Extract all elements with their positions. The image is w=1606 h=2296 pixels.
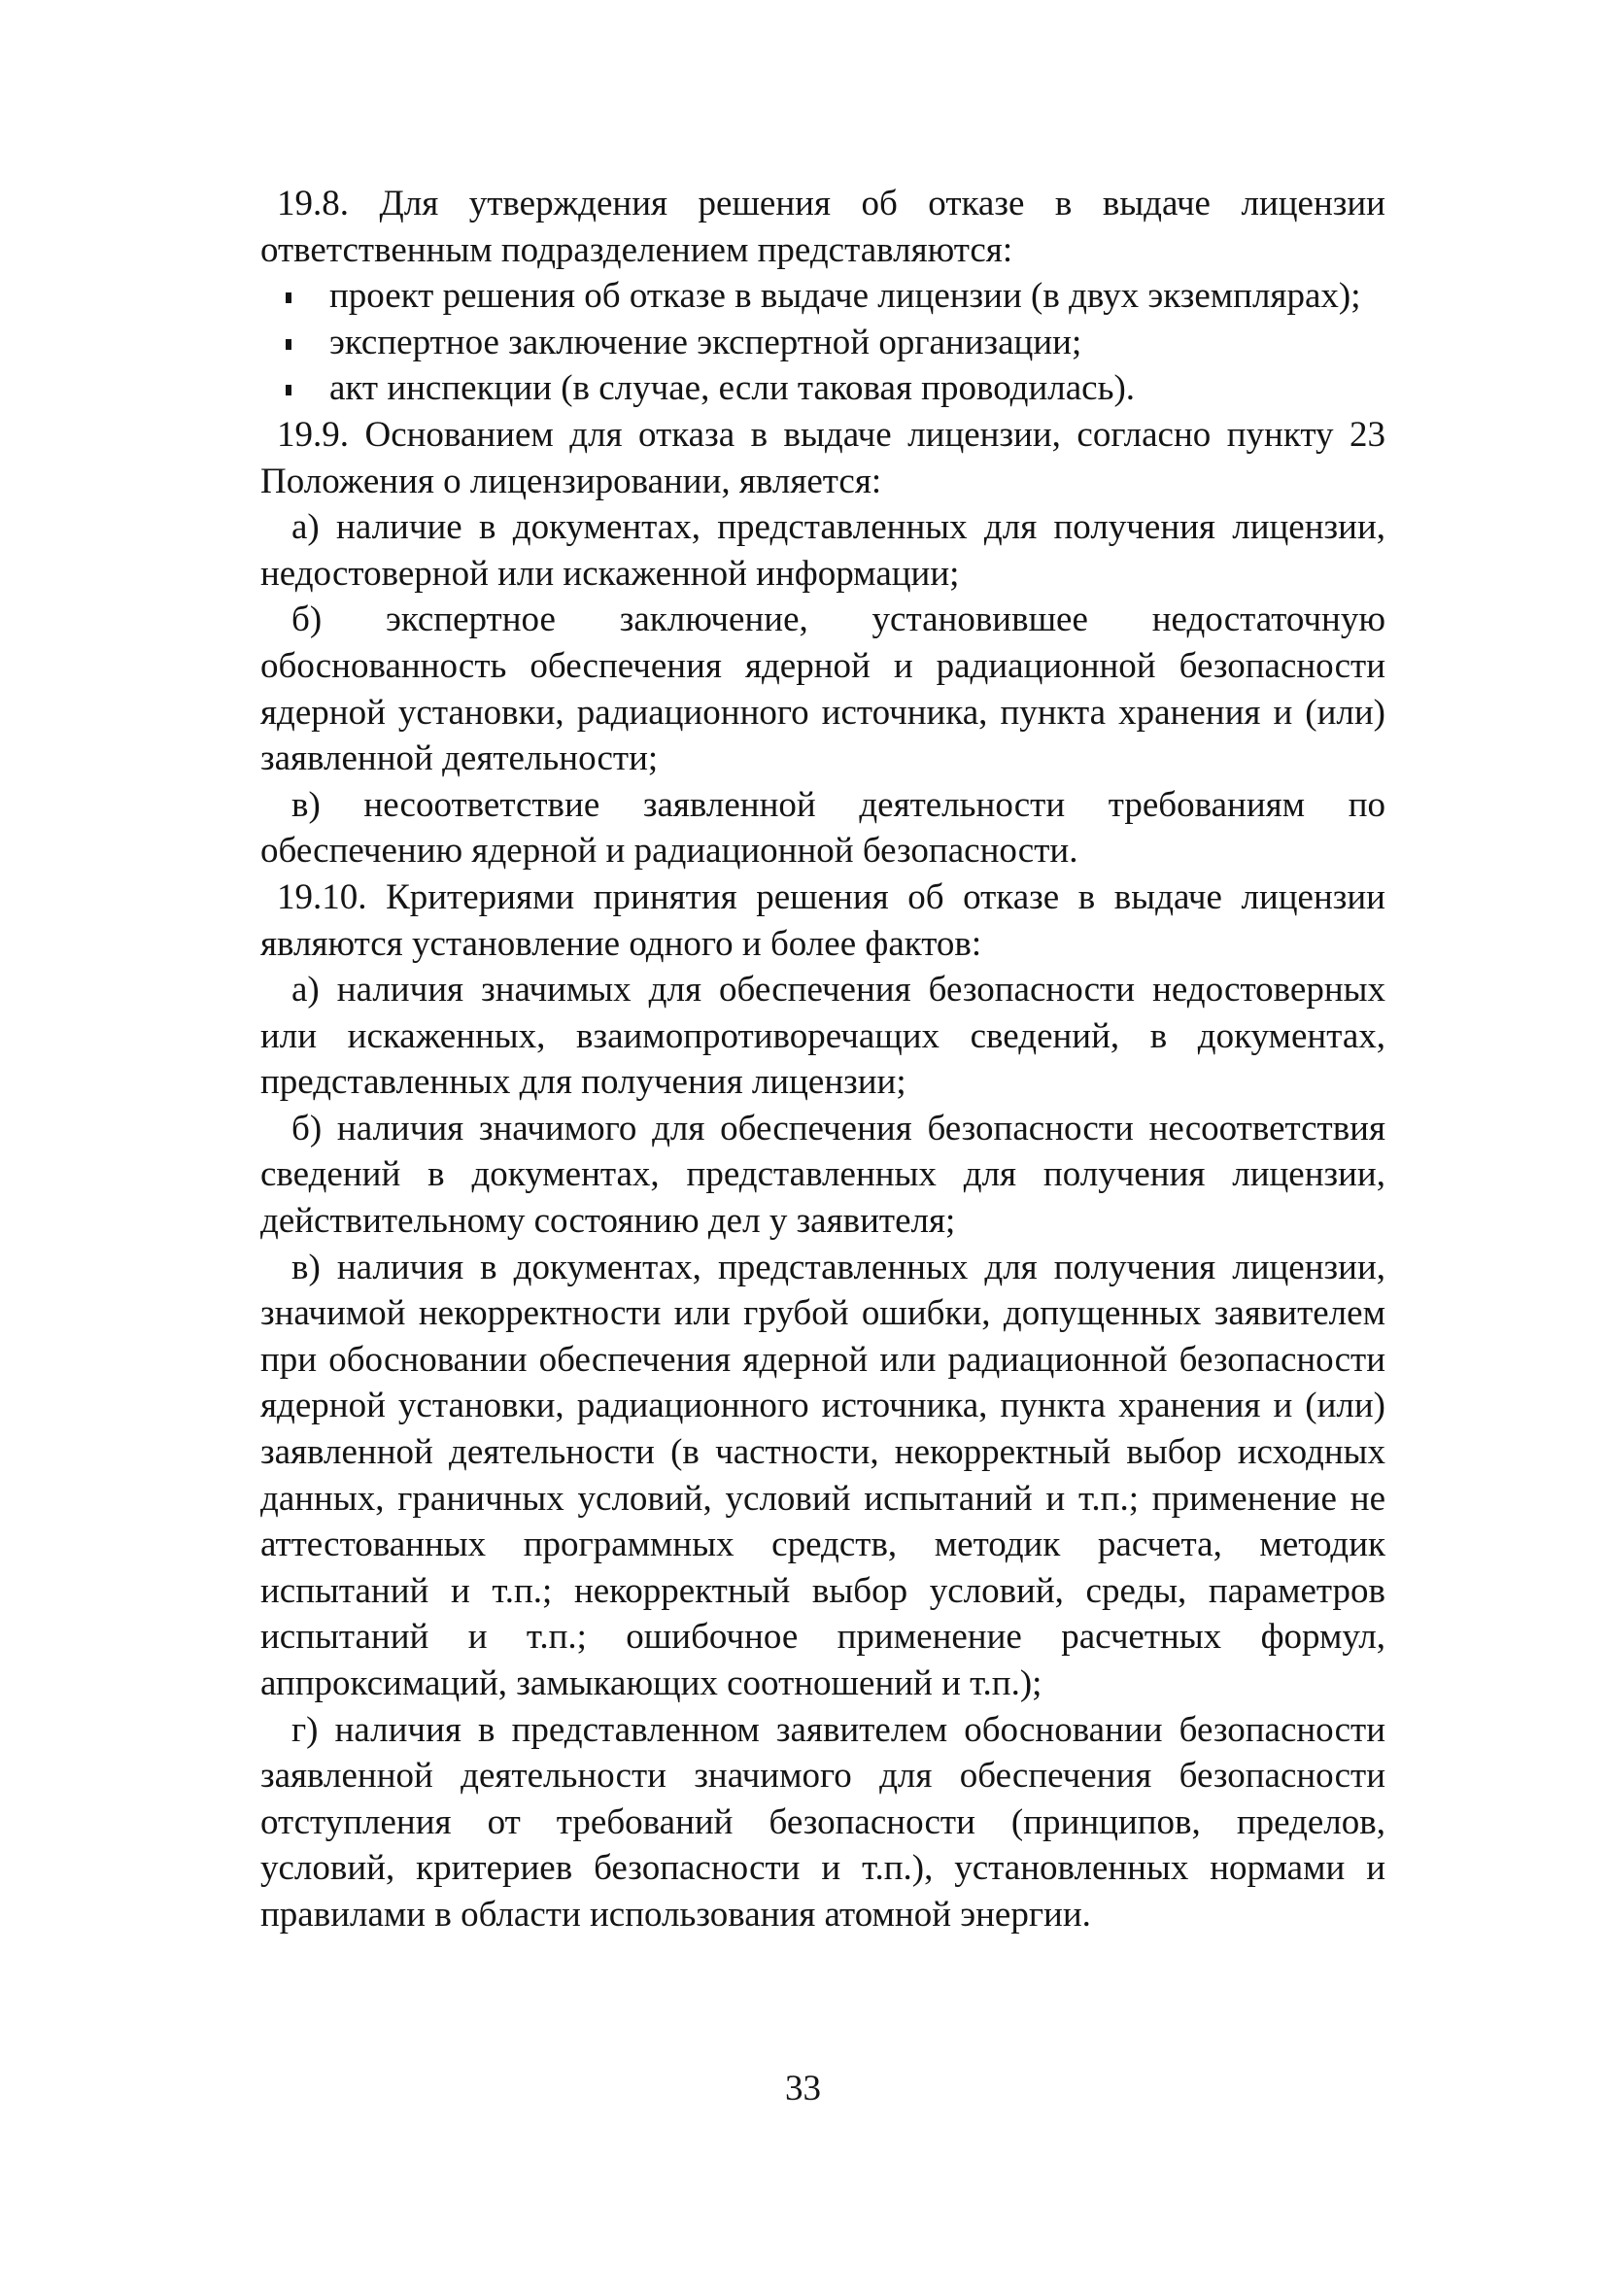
section-19-8-list <box>260 273 1385 412</box>
bullet-icon <box>286 292 291 303</box>
list-item <box>260 273 1385 320</box>
list-item <box>260 320 1385 366</box>
section-19-10-intro: 19.10. Критериями принятия решения об отказе в выдаче лицензии являются установление одного и более фактов: <box>260 876 1385 964</box>
section-19-8-intro: 19.8. Для утверждения решения об отказе в выдаче лицензии ответственным подразделением представляются: <box>260 184 1385 270</box>
section-19-9-item-c: в) несоответствие заявленной деятельности требованиям по обеспечению ядерной и радиационной безопасности. <box>260 784 1385 872</box>
section-19-10-item-a: а) наличия значимых для обеспечения безопасности недостоверных или искаженных, взаимопротиворечащих сведений, в документах, представленных для получения лицензии; <box>260 970 1385 1103</box>
document-page <box>260 181 1385 1938</box>
list-item-text: экспертное заключение экспертной организации; <box>329 322 1082 362</box>
section-19-10-item-c: в) наличия в документах, представленных для получения лицензии, значимой некорректности или грубой ошибки, допущенных заявителем при обосновании обеспечения ядерной или радиационной безопасности ядерной установки, радиационного источника, пункта хранения и (или) заявленной деятельности (в частности, некорректный выбор исходных данных, граничных условий, условий испытаний и т.п.; применение не аттестованных программных средств, методик расчета, методик испытаний и т.п.; некорректный выбор условий, среды, параметров испытаний и т.п.; ошибочное применение расчетных формул, аппроксимаций, замыкающих соотношений и т.п.); <box>260 1247 1385 1703</box>
list-item <box>260 365 1385 412</box>
list-item-text: акт инспекции (в случае, если таковая проводилась). <box>329 368 1136 409</box>
section-19-10-item-b: б) наличия значимого для обеспечения безопасности несоответствия сведений в документах, представленных для получения лицензии, действительному состоянию дел у заявителя; <box>260 1108 1385 1242</box>
section-19-9-item-b: б) экспертное заключение, установившее недостаточную обоснованность обеспечения ядерной и радиационной безопасности ядерной установки, радиационного источника, пункта хранения и (или) заявленной деятельности; <box>260 600 1385 779</box>
section-19-9-item-a: а) наличие в документах, представленных для получения лицензии, недостоверной или искаженной информации; <box>260 507 1385 594</box>
bullet-icon <box>286 385 291 395</box>
page-number: 33 <box>785 2069 821 2108</box>
bullet-icon <box>286 339 291 350</box>
section-19-9-intro: 19.9. Основанием для отказа в выдаче лицензии, согласно пункту 23 Положения о лицензировании, является: <box>260 414 1385 501</box>
section-19-10-item-d: г) наличия в представленном заявителем обосновании безопасности заявленной деятельности значимого для обеспечения безопасности отступления от требований безопасности (принципов, пределов, условий, критериев безопасности и т.п.), установленных нормами и правилами в области использования атомной энергии. <box>260 1709 1385 1935</box>
list-item-text: проект решения об отказе в выдаче лицензии (в двух экземплярах); <box>329 276 1361 317</box>
